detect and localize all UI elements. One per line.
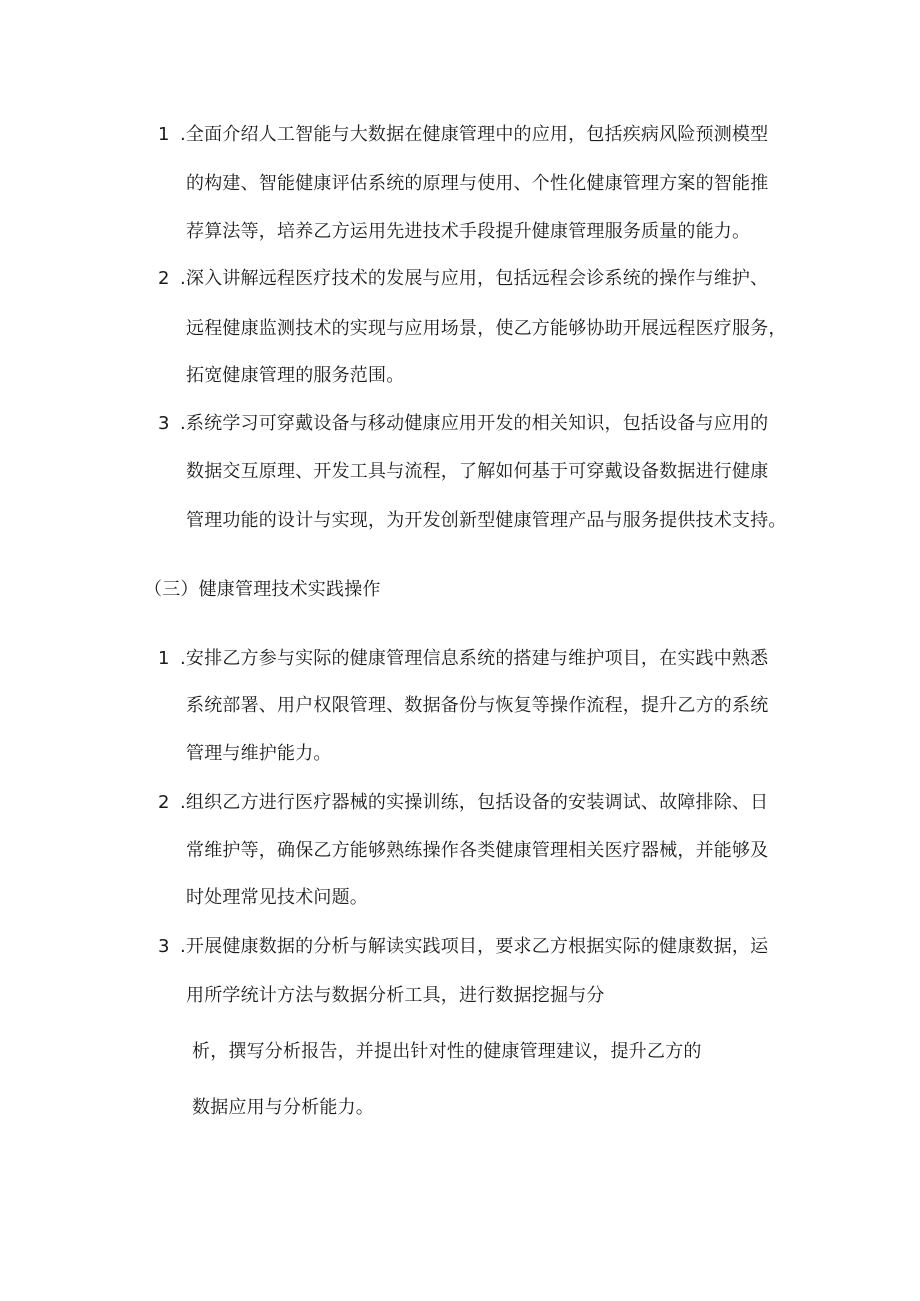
list-item-line [186,742,332,766]
list-item-line [186,220,750,244]
list-item-text: 管理功能的设计与实现，为开发创新型健康管理产品与服务提供技术支持。 [186,510,787,531]
list-item-line [158,791,768,815]
list-item-line [192,1096,374,1120]
list-item-line [186,839,768,863]
list-item-line [158,412,768,436]
list-item-text: 用所学统计方法与数据分析工具，进行数据挖掘与分 [186,985,605,1006]
list-item-line [158,267,768,291]
list-item-text: 管理与维护能力。 [186,743,332,764]
list-item-text: 数据应用与分析能力。 [192,1097,374,1118]
list-item-line [158,935,768,959]
list-item-text: .全面介绍人工智能与大数据在健康管理中的应用，包括疾病风险预测模型 [180,124,769,145]
list-item-text: .系统学习可穿戴设备与移动健康应用开发的相关知识，包括设备与应用的 [180,413,769,434]
list-item-text: 数据交互原理、开发工具与流程，了解如何基于可穿戴设备数据进行健康 [186,461,769,482]
list-item-text: .深入讲解远程医疗技术的发展与应用，包括远程会诊系统的操作与维护、 [180,268,769,289]
list-item-text: .开展健康数据的分析与解读实践项目，要求乙方根据实际的健康数据，运 [180,936,769,957]
list-item-line [186,509,787,533]
list-item-text: 时处理常见技术问题。 [186,887,368,908]
list-item-line [186,364,404,388]
list-item-number: 3 [158,413,170,434]
list-item-text: .安排乙方参与实际的健康管理信息系统的搭建与维护项目，在实践中熟悉 [180,648,769,669]
list-item-number: 3 [158,936,170,957]
list-item-text: 拓宽健康管理的服务范围。 [186,365,405,386]
list-item-line [158,647,768,671]
list-item-number: 1 [158,648,170,669]
list-item-text: 系统部署、用户权限管理、数据备份与恢复等操作流程，提升乙方的系统 [186,695,769,716]
list-item-text: .组织乙方进行医疗器械的实操训练，包括设备的安装调试、故障排除、日 [180,792,769,813]
list-item-text: 荐算法等，培养乙方运用先进技术手段提升健康管理服务质量的能力。 [186,221,751,242]
list-item-text: 的构建、智能健康评估系统的原理与使用、个性化健康管理方案的智能推 [186,173,769,194]
list-item-line [186,694,768,718]
list-item-line [186,317,787,341]
list-item-number: 1 [158,124,170,145]
list-item-text: 常维护等，确保乙方能够熟练操作各类健康管理相关医疗器械，并能够及 [186,840,769,861]
list-item-line [186,460,768,484]
list-item-text: 远程健康监测技术的实现与应用场景，使乙方能够协助开展远程医疗服务， [186,318,787,339]
list-item-line [186,886,368,910]
list-item-line [192,1040,702,1064]
list-item-line [186,984,605,1008]
list-item-number: 2 [158,268,170,289]
list-item-line [158,123,768,147]
list-item-line [186,172,768,196]
list-item-number: 2 [158,792,170,813]
section-heading: （三）健康管理技术实践操作 [144,579,381,600]
list-item-text: 析，撰写分析报告，并提出针对性的健康管理建议，提升乙方的 [192,1041,702,1062]
